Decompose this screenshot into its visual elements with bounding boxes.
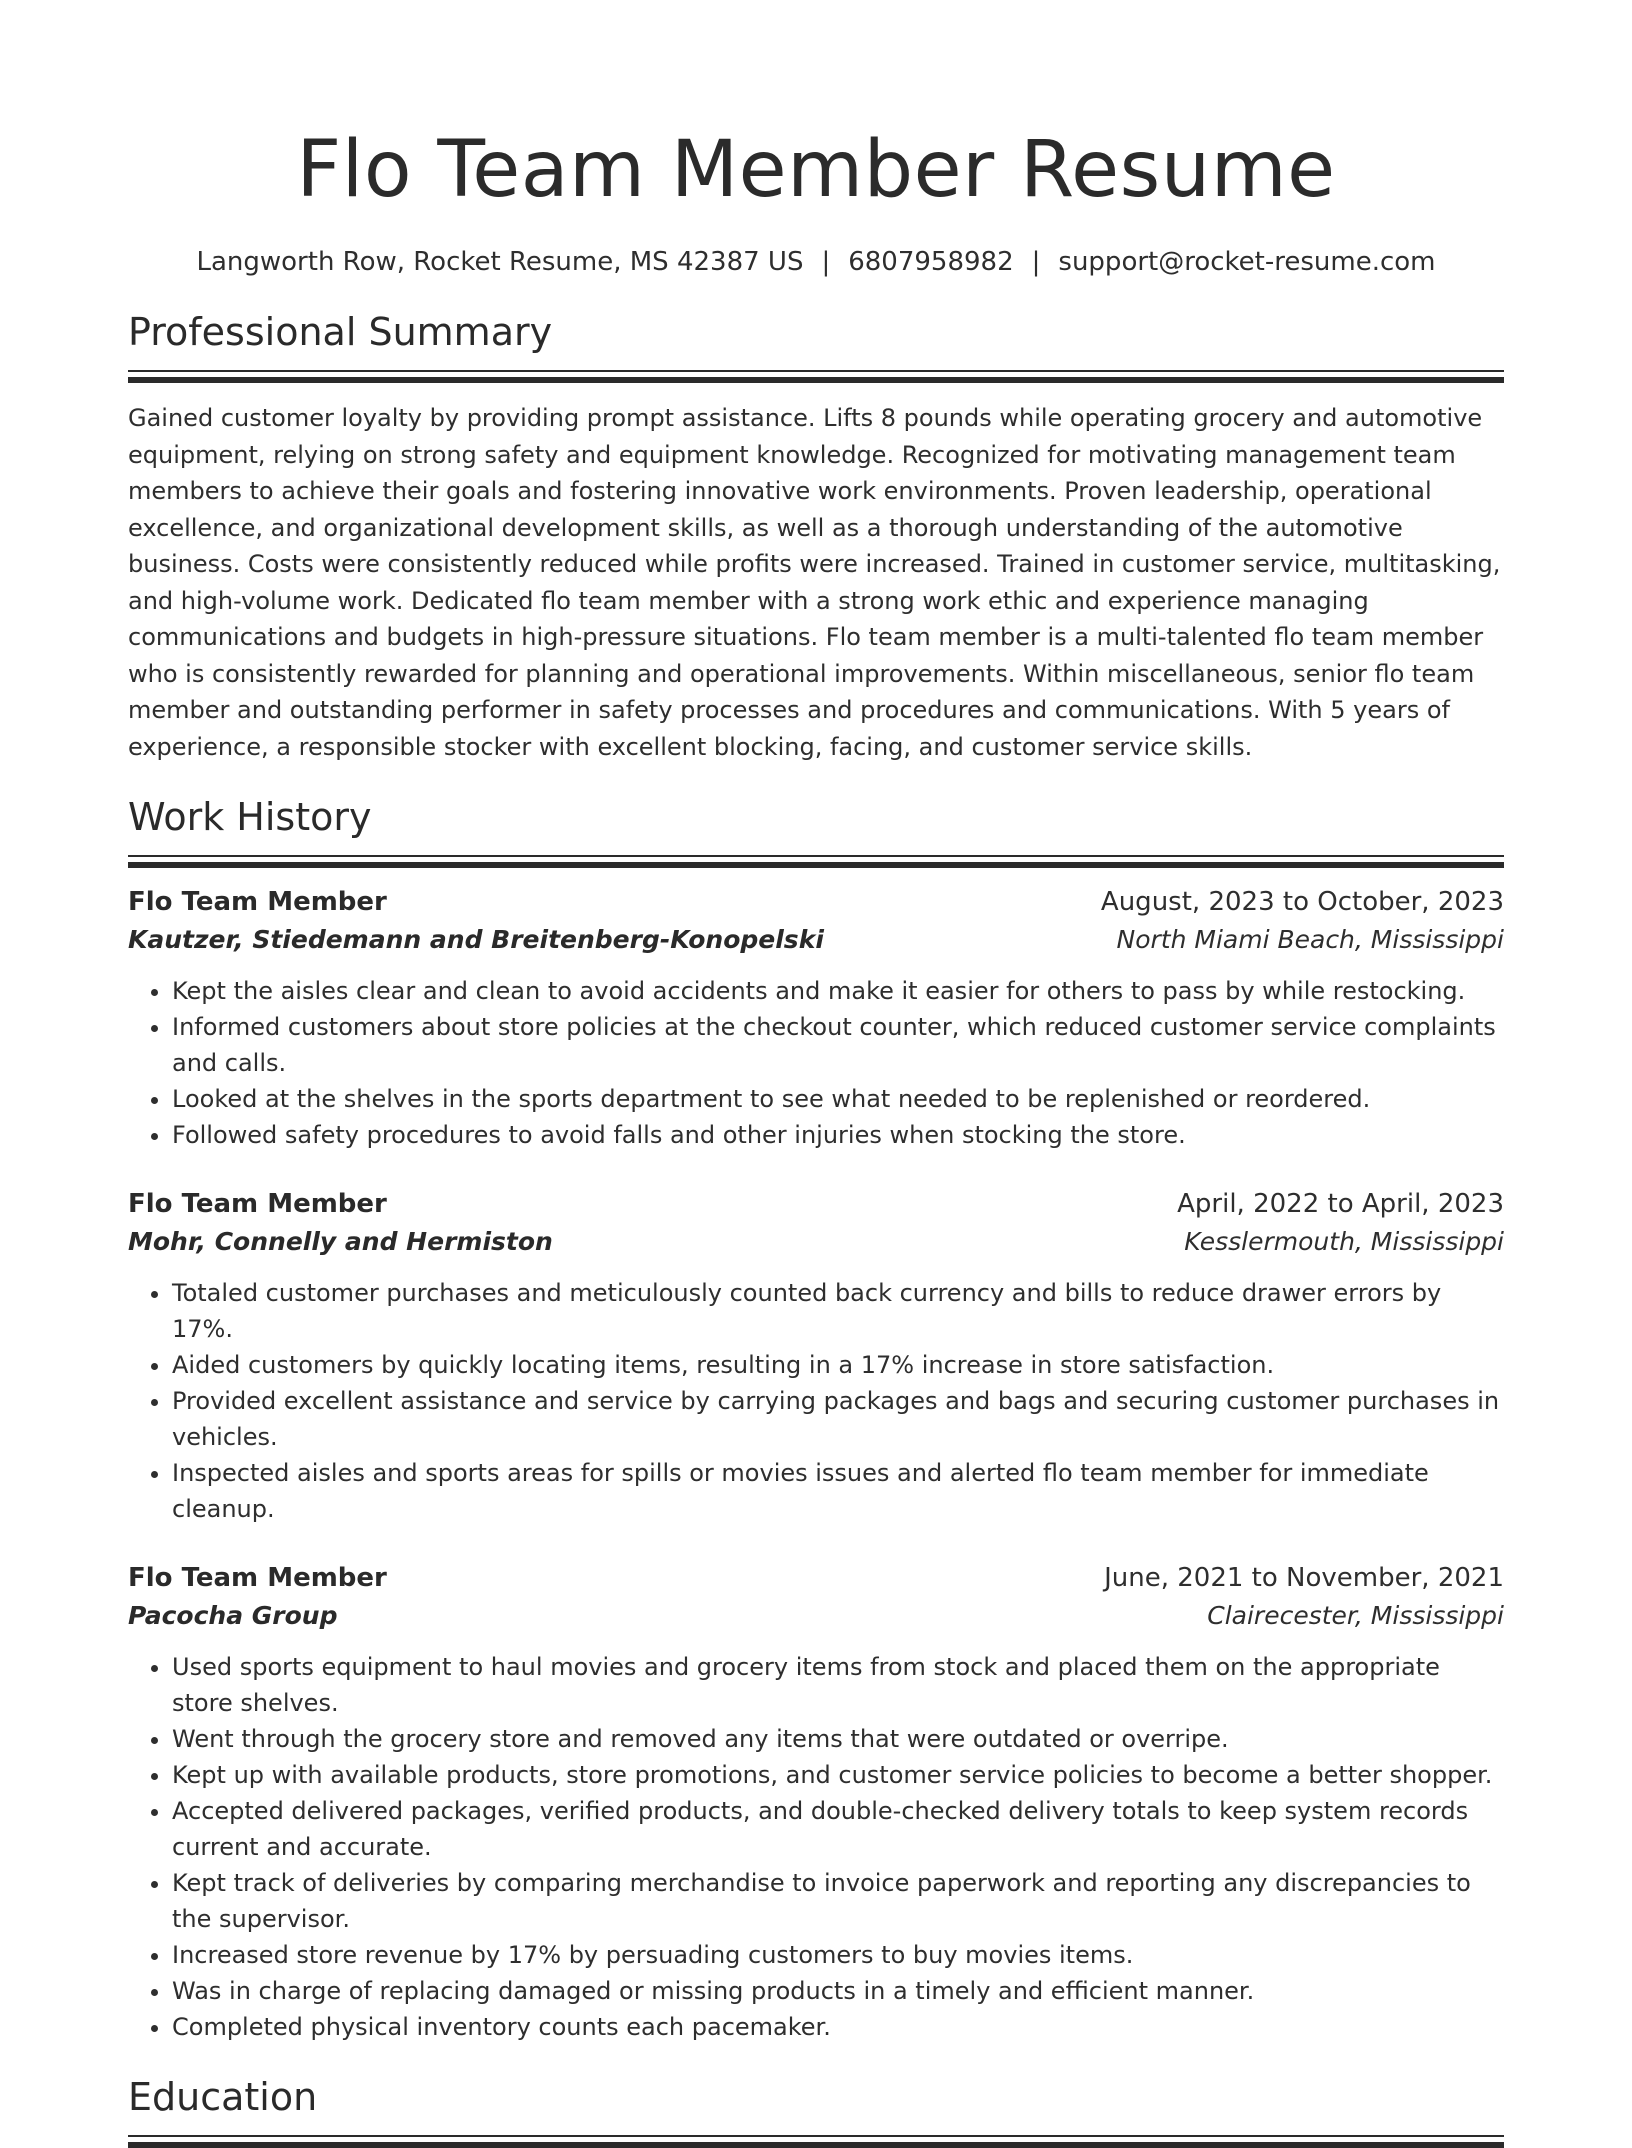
section-divider [128,370,1504,382]
section-title-education: Education [128,2075,318,2119]
summary-text: Gained customer loyalty by providing prompt assistance. Lifts 8 pounds while operating grocery and automotive equipment, relying on strong safety and equipment knowledge. Recognized for motivating management team members to achieve their goals and fostering innovative work environments. Proven leadership, operational excellence, and organizational development skills, as well as a thorough understanding of the automotive business. Costs were consistently reduced while profits were increased. Trained in customer service, multitasking, and high-volume work. Dedicated flo team member with a strong work ethic and experience managing communications and budgets in high-pressure situations. Flo team member is a multi-talented flo team member who is consistently rewarded for planning and operational improvements. Within miscellaneous, senior flo team member and outstanding performer in safety processes and procedures and communications. With 5 years of experience, a responsible stocker with excellent blocking, facing, and customer service skills. [128,404,1501,761]
job-bullet: • Provided excellent assistance and service by carrying packages and bags and securing customer purchases in vehicles. [172,1383,1504,1455]
job-header-row [128,883,1504,921]
job-entry [128,1559,1504,2045]
job-location: Clairecester, Mississippi [1207,1601,1504,1630]
job-header-row [128,1185,1504,1223]
summary-section [128,306,1504,765]
job-bullet: • Completed physical inventory counts each pacemaker. [172,2009,1504,2045]
job-bullet: • Aided customers by quickly locating items, resulting in a 17% increase in store satisfaction. [172,1347,1504,1383]
resume-title: Flo Team Member Resume [296,125,1336,215]
section-divider [128,2135,1504,2147]
job-bullet-list [128,973,1504,1153]
job-bullet: • Increased store revenue by 17% by persuading customers to buy movies items. [172,1937,1504,1973]
contact-line [128,244,1504,280]
contact-email: support@rocket-resume.com [1058,247,1436,277]
job-location: Kesslermouth, Mississippi [1184,1227,1504,1256]
job-company: Mohr, Connelly and Hermiston [128,1227,553,1256]
job-bullet-list [128,1275,1504,1527]
job-title: Flo Team Member [128,1189,387,1219]
job-bullet: • Inspected aisles and sports areas for spills or movies issues and alerted flo team member for immediate cleanup. [172,1455,1504,1527]
job-bullet: • Followed safety procedures to avoid falls and other injuries when stocking the store. [172,1117,1504,1153]
job-bullet: • Informed customers about store policies at the checkout counter, which reduced customer service complaints and calls. [172,1009,1504,1081]
job-bullet: • Accepted delivered packages, verified products, and double-checked delivery totals to keep system records current and accurate. [172,1793,1504,1865]
contact-phone: 6807958982 [848,247,1014,277]
contact-separator: | [1031,247,1041,277]
work-history-section [128,791,1504,2045]
job-company: Pacocha Group [128,1601,338,1630]
job-dates: August, 2023 to October, 2023 [1100,887,1504,917]
job-bullet: • Kept track of deliveries by comparing merchandise to invoice paperwork and reporting any discrepancies to the supervisor. [172,1865,1504,1937]
job-bullet: • Kept up with available products, store promotions, and customer service policies to become a better shopper. [172,1757,1504,1793]
section-title-summary: Professional Summary [128,310,553,354]
job-location: North Miami Beach, Mississippi [1116,925,1504,954]
job-entry [128,883,1504,1153]
job-dates: June, 2021 to November, 2021 [1104,1563,1504,1593]
job-bullet: • Totaled customer purchases and meticulously counted back currency and bills to reduce drawer errors by 17%. [172,1275,1504,1347]
job-dates: April, 2022 to April, 2023 [1177,1189,1504,1219]
job-bullet: • Was in charge of replacing damaged or missing products in a timely and efficient manner. [172,1973,1504,2009]
job-company: Kautzer, Stiedemann and Breitenberg-Konopelski [128,925,824,954]
job-title: Flo Team Member [128,1563,387,1593]
education-section [128,2071,1504,2147]
job-bullet: • Used sports equipment to haul movies and grocery items from stock and placed them on the appropriate store shelves. [172,1649,1504,1721]
job-title: Flo Team Member [128,887,387,917]
section-title-work-history: Work History [128,795,372,839]
job-company-row [128,1223,1504,1261]
job-entry [128,1185,1504,1527]
job-company-row [128,921,1504,959]
job-bullet: • Went through the grocery store and removed any items that were outdated or overripe. [172,1721,1504,1757]
contact-address: Langworth Row, Rocket Resume, MS 42387 US [196,247,804,277]
section-divider [128,855,1504,867]
job-bullet: • Looked at the shelves in the sports department to see what needed to be replenished or reordered. [172,1081,1504,1117]
job-bullet-list [128,1649,1504,2045]
resume-page [128,0,1504,2147]
job-bullet: • Kept the aisles clear and clean to avoid accidents and make it easier for others to pass by while restocking. [172,973,1504,1009]
job-company-row [128,1597,1504,1635]
job-header-row [128,1559,1504,1597]
contact-separator: | [821,247,831,277]
